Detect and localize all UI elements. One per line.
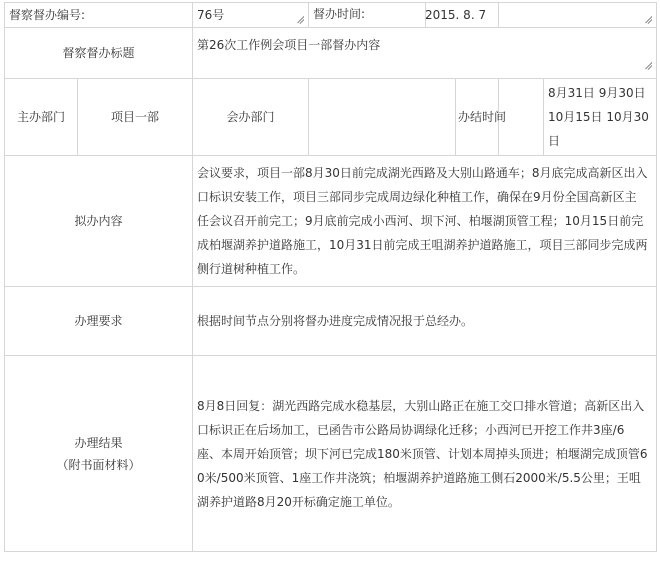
lead-dept-value: 项目一部 xyxy=(111,110,160,124)
co-dept-area xyxy=(309,79,507,156)
deadline-area xyxy=(499,79,657,156)
supervision-form-table xyxy=(4,2,657,552)
lead-dept-label: 主办部门 xyxy=(5,79,78,155)
title-label: 督察督办标题 xyxy=(5,28,193,79)
form-row-departments xyxy=(5,79,657,156)
co-dept-value[interactable] xyxy=(309,79,456,155)
proposed-label: 拟办内容 xyxy=(5,156,193,287)
deadline-label: 办结时间 xyxy=(458,110,507,124)
results-label xyxy=(5,356,193,552)
proposed-content: 会议要求，项目一部8月30日前完成湖光西路及大别山路通车；8月底完成高新区出入口标识安装工作，项目三部同步完成周边绿化种植工作，确保在9月份全国高新区主任会议召开前完工；9月底前完成小西河、坝下河、柏堰湖顶管工程；10月15日前完成柏堰湖养护道路施工，10月31日前完成王咀湖养护道路施工，项目三部同步完成两侧行道树种植工作。 xyxy=(193,156,657,287)
form-row-requirements xyxy=(5,287,657,356)
number-label: 督察督办编号: xyxy=(5,3,193,28)
form-row-number-time xyxy=(5,3,657,28)
form-row-proposed xyxy=(5,156,657,287)
resize-grip-icon[interactable] xyxy=(295,15,304,24)
requirements-content: 根据时间节点分别将督办进度完成情况报于总经办。 xyxy=(193,287,657,356)
time-value: 2015. 8. 7 xyxy=(425,8,487,22)
results-label-line1: 办理结果 xyxy=(74,435,123,450)
department-cells xyxy=(5,79,193,156)
form-row-title xyxy=(5,28,657,79)
time-field[interactable] xyxy=(425,3,657,28)
title-field[interactable] xyxy=(193,28,657,79)
number-value: 76号 xyxy=(197,8,225,22)
time-label: 督办时间: xyxy=(309,3,426,27)
co-dept-label: 会办部门 xyxy=(193,79,309,156)
requirements-label: 办理要求 xyxy=(5,287,193,356)
results-content: 8月8日回复：湖光西路完成水稳基层，大别山路正在施工交口排水管道；高新区出入口标识正在后场加工，已函告市公路局协调绿化迁移；小西河已开挖工作井3座/6座、本周开始顶管；坝下河已完成180米顶管、计划本周掉头顶进；柏堰湖完成顶管60米/500米顶管、1座工作井浇筑；柏堰湖养护道路施工侧石2000米/5.5公里；王咀湖养护道路8月20开标确定施工单位。 xyxy=(193,356,657,552)
title-value: 第26次工作例会项目一部督办内容 xyxy=(197,38,381,52)
resize-grip-icon[interactable] xyxy=(643,61,652,70)
form-row-results xyxy=(5,356,657,552)
deadline-value: 8月31日 9月30日 10月15日 10月30日 xyxy=(543,79,656,155)
number-field[interactable] xyxy=(193,3,309,28)
resize-grip-icon[interactable] xyxy=(643,15,652,24)
results-label-line2: （附书面材料） xyxy=(56,457,141,472)
